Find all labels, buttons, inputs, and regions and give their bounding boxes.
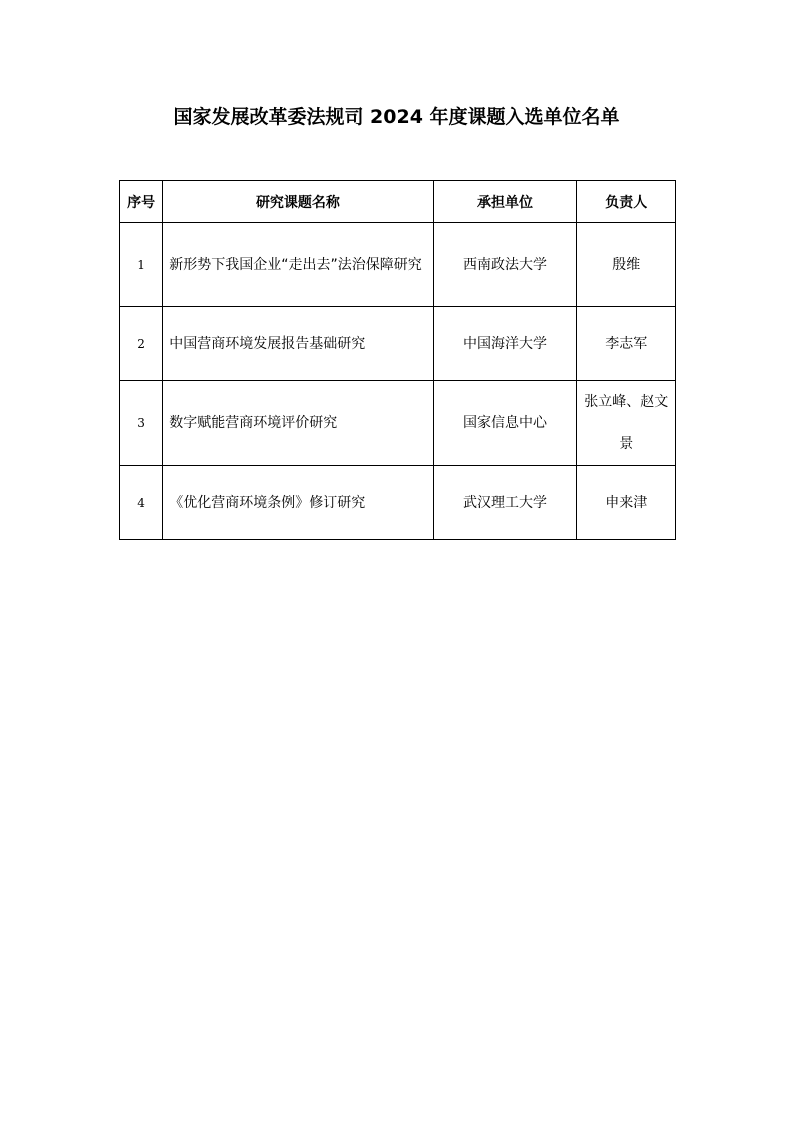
selection-list-table (119, 180, 676, 540)
page-title: 国家发展改革委法规司 2024 年度课题入选单位名单 (173, 106, 620, 128)
header-topic-name: 研究课题名称 (163, 181, 433, 223)
header-unit: 承担单位 (433, 181, 577, 223)
table-header-row (120, 181, 676, 223)
row-lead: 张立峰、赵文景 (577, 381, 676, 466)
table-row (120, 381, 676, 466)
row-unit: 西南政法大学 (433, 223, 577, 307)
row-unit: 武汉理工大学 (433, 466, 577, 540)
row-topic-name: 数字赋能营商环境评价研究 (163, 381, 433, 466)
row-unit: 国家信息中心 (433, 381, 577, 466)
row-lead: 李志军 (577, 307, 676, 381)
row-topic-name: 《优化营商环境条例》修订研究 (163, 466, 433, 540)
table-row (120, 223, 676, 307)
row-lead: 申来津 (577, 466, 676, 540)
header-no: 序号 (120, 181, 163, 223)
table-row (120, 307, 676, 381)
table-row (120, 466, 676, 540)
row-topic-name: 中国营商环境发展报告基础研究 (163, 307, 433, 381)
row-topic-name: 新形势下我国企业“走出去”法治保障研究 (163, 223, 433, 307)
row-lead: 殷维 (577, 223, 676, 307)
row-unit: 中国海洋大学 (433, 307, 577, 381)
row-no: 2 (120, 307, 163, 381)
row-no: 1 (120, 223, 163, 307)
row-no: 4 (120, 466, 163, 540)
header-lead: 负责人 (577, 181, 676, 223)
row-no: 3 (120, 381, 163, 466)
